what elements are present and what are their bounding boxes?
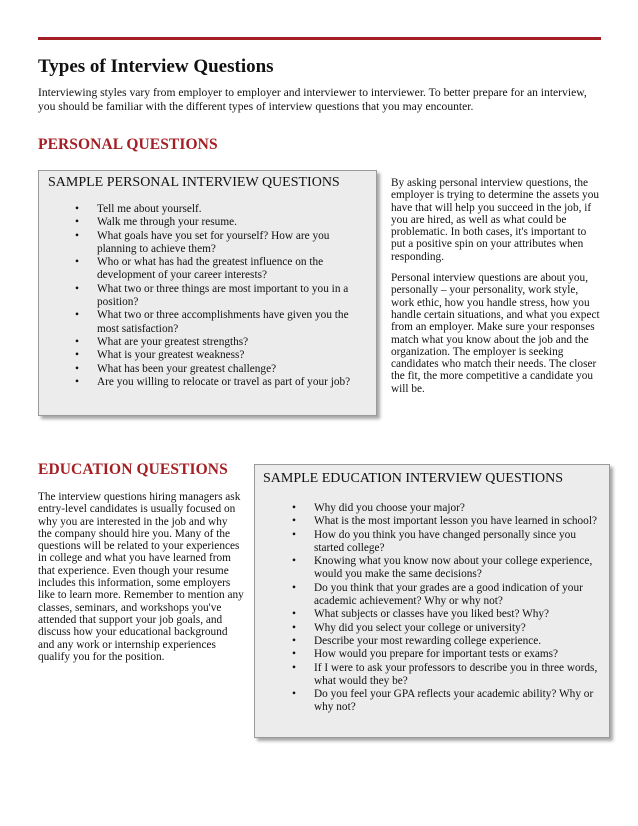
- list-item: • Why did you select your college or university?: [314, 622, 604, 635]
- personal-description-p2: Personal interview questions are about you, personally – your personality, work style, work ethic, how you handle stress, how you handle certain situations, and what you expect from an employer. Make sure your responses match what you know about the job and the organization. The employer is seeking candidates who match their needs. The closer the fit, the more competitive a candidate you will be.: [391, 272, 600, 395]
- personal-box-title: SAMPLE PERSONAL INTERVIEW QUESTIONS: [48, 175, 340, 190]
- list-item: • Knowing what you know now about your college experience, would you make the same decisions?: [314, 555, 604, 582]
- education-box-title: SAMPLE EDUCATION INTERVIEW QUESTIONS: [263, 471, 563, 486]
- list-item: • How would you prepare for important tests or exams?: [314, 648, 604, 661]
- header-rule: [38, 37, 601, 40]
- list-item: • If I were to ask your professors to describe you in three words, what would they be?: [314, 662, 604, 689]
- personal-description: [391, 177, 603, 395]
- list-item: • Are you willing to relocate or travel as part of your job?: [97, 376, 369, 389]
- list-item: • Who or what has had the greatest influence on the development of your career interests?: [97, 256, 369, 283]
- education-questions-box: [254, 464, 610, 738]
- list-item: • What has been your greatest challenge?: [97, 363, 369, 376]
- personal-questions-heading: PERSONAL QUESTIONS: [38, 136, 218, 153]
- personal-questions-list: [97, 203, 369, 389]
- education-questions-heading: EDUCATION QUESTIONS: [38, 461, 228, 478]
- list-item: • What subjects or classes have you liked best? Why?: [314, 608, 604, 621]
- list-item: • How do you think you have changed personally since you started college?: [314, 529, 604, 556]
- list-item: • Do you feel your GPA reflects your academic ability? Why or why not?: [314, 688, 604, 715]
- personal-questions-box: [38, 170, 377, 416]
- list-item: • Tell me about yourself.: [97, 203, 369, 216]
- page-title: Types of Interview Questions: [38, 56, 274, 77]
- list-item: • What is the most important lesson you have learned in school?: [314, 515, 604, 528]
- list-item: • What are your greatest strengths?: [97, 336, 369, 349]
- education-description: The interview questions hiring managers ask entry-level candidates is usually focused on why you are interested in the job and why the company should hire you. Many of the questions will be related to your experiences in college and what you have learned from that experience. Even though your resume includes this information, some employers like to learn more. Remember to mention any classes, seminars, and workshops you've attended that support your job goals, and discuss how your educational background and any work or internship experiences qualify you for the position.: [38, 491, 244, 663]
- list-item: • Walk me through your resume.: [97, 216, 369, 229]
- personal-description-p1: By asking personal interview questions, the employer is trying to determine the assets you have that will help you succeed in the job, if you are hired, as well as what could be problematic. In both cases, it's important to put a positive spin on your attributes when responding.: [391, 177, 600, 263]
- list-item: • Why did you choose your major?: [314, 502, 604, 515]
- education-questions-list: [314, 502, 604, 715]
- list-item: • What two or three things are most important to you in a position?: [97, 283, 369, 310]
- list-item: • What is your greatest weakness?: [97, 349, 369, 362]
- list-item: • What two or three accomplishments have given you the most satisfaction?: [97, 309, 369, 336]
- intro-paragraph: Interviewing styles vary from employer to employer and interviewer to interviewer. To better prepare for an interview, you should be familiar with the different types of interview questions that you may encounter.: [38, 86, 587, 113]
- list-item: • Do you think that your grades are a good indication of your academic achievement? Why or why not?: [314, 582, 604, 609]
- list-item: • What goals have you set for yourself? How are you planning to achieve them?: [97, 230, 369, 257]
- list-item: • Describe your most rewarding college experience.: [314, 635, 604, 648]
